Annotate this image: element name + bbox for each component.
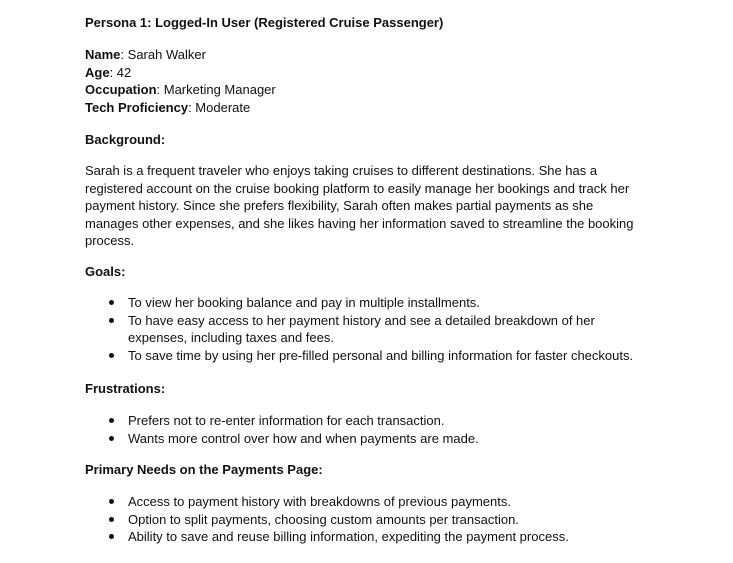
field-label: Name: [85, 47, 121, 62]
profile-tech: [85, 99, 276, 117]
document-title: [85, 14, 443, 32]
field-value: : Sarah Walker: [120, 47, 206, 62]
profile-occupation: [85, 81, 276, 99]
heading-text: Primary Needs on the Payments Page:: [85, 462, 323, 477]
list-item: Wants more control over how and when payments are made.: [108, 430, 653, 448]
list-item: To have easy access to her payment history and see a detailed breakdown of her expenses, including taxes and fees.: [108, 312, 653, 347]
goals-heading: [85, 263, 125, 281]
list-item: To save time by using her pre-filled personal and billing information for faster checkouts.: [108, 347, 653, 365]
list-item: Ability to save and reuse billing information, expediting the payment process.: [108, 528, 653, 546]
list-item: Option to split payments, choosing custom amounts per transaction.: [108, 511, 653, 529]
title-text: Persona 1: Logged-In User (Registered Cruise Passenger): [85, 15, 444, 30]
field-value: : 42: [109, 64, 132, 80]
list-item: To view her booking balance and pay in multiple installments.: [108, 294, 653, 312]
background-paragraph: Sarah is a frequent traveler who enjoys taking cruises to different destinations. She has a registered account on the cruise booking platform to easily manage her bookings and track her payment history. Since she prefers flexibility, Sarah often makes partial payments as she manages other expenses, and she likes having her information saved to streamline the booking process.: [85, 163, 634, 248]
profile-age: [85, 64, 276, 82]
field-label: Age: [85, 64, 110, 80]
field-label: Occupation: [85, 82, 157, 97]
profile-name: [85, 46, 276, 64]
background-heading: [85, 131, 165, 149]
list-item: Access to payment history with breakdowns of previous payments.: [108, 493, 653, 511]
heading-text: Goals:: [85, 264, 126, 279]
heading-text: Background:: [85, 132, 166, 147]
profile-details: [85, 46, 276, 116]
field-value: : Moderate: [188, 99, 251, 115]
needs-heading: [85, 461, 323, 479]
frustrations-list: [108, 412, 653, 447]
heading-text: Frustrations:: [85, 381, 166, 396]
goals-list: [108, 294, 653, 364]
list-item: Prefers not to re-enter information for each transaction.: [108, 412, 653, 430]
frustrations-heading: [85, 380, 165, 398]
needs-list: [108, 493, 653, 546]
field-value: : Marketing Manager: [156, 82, 276, 97]
field-label: Tech Proficiency: [85, 99, 189, 115]
